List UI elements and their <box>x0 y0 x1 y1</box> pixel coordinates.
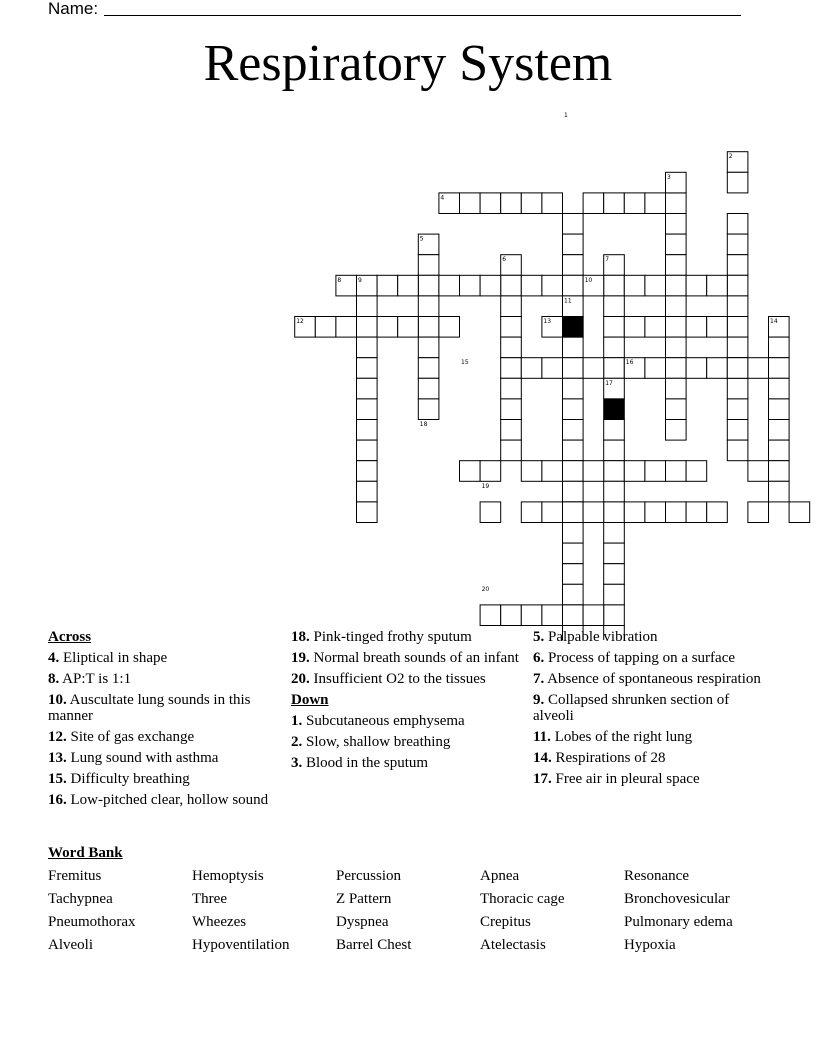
grid-cell[interactable] <box>583 605 604 626</box>
word-bank <box>48 868 768 953</box>
grid-cell[interactable] <box>460 275 481 296</box>
grid-cell[interactable] <box>727 358 748 379</box>
grid-cell[interactable] <box>418 296 439 317</box>
grid-cell[interactable] <box>563 214 584 235</box>
grid-cell[interactable] <box>624 275 645 296</box>
grid-cell[interactable] <box>583 193 604 214</box>
clue-text: AP:T is 1:1 <box>59 671 132 687</box>
grid-cell[interactable] <box>521 358 542 379</box>
clue-text: Normal breath sounds of an infant <box>309 650 519 666</box>
grid-cell[interactable] <box>666 337 687 358</box>
clue-text: Palpable vibration <box>544 629 658 645</box>
clue-text: Difficulty breathing <box>66 771 190 787</box>
clue-number: 12. <box>48 729 67 745</box>
grid-cell[interactable] <box>748 461 769 482</box>
grid-cell[interactable] <box>727 399 748 420</box>
grid-cell[interactable] <box>563 378 584 399</box>
clue-number-label: 2 <box>728 153 733 161</box>
word-bank-item: Three <box>192 891 227 907</box>
grid-cell[interactable] <box>604 296 625 317</box>
grid-cell[interactable] <box>501 440 522 461</box>
clue-item <box>533 750 763 766</box>
clue-number: 3. <box>291 755 303 771</box>
grid-cell[interactable] <box>377 317 398 338</box>
clue-number: 18. <box>291 629 310 645</box>
grid-cell[interactable] <box>563 399 584 420</box>
grid-cell[interactable] <box>666 255 687 276</box>
grid-cell[interactable] <box>418 378 439 399</box>
grid-cell[interactable] <box>357 296 378 317</box>
clue-text: Pink-tinged frothy sputum <box>309 629 472 645</box>
word-bank-item: Hemoptysis <box>192 868 264 884</box>
clue-number: 1. <box>291 713 303 729</box>
word-bank-item: Hypoventilation <box>192 937 290 953</box>
grid-cell[interactable] <box>666 317 687 338</box>
clue-number-label: 12 <box>296 318 304 325</box>
grid-cell[interactable] <box>501 296 522 317</box>
word-bank-item: Atelectasis <box>480 937 546 953</box>
grid-cell[interactable] <box>666 296 687 317</box>
grid-cell[interactable] <box>398 317 419 338</box>
grid-cell[interactable] <box>727 420 748 441</box>
clue-item <box>291 713 519 729</box>
grid-cell[interactable] <box>357 378 378 399</box>
clue-item <box>291 650 519 666</box>
grid-cell[interactable] <box>645 358 666 379</box>
clue-number-label: 7 <box>605 256 610 264</box>
clue-number-label: 1 <box>564 112 568 119</box>
grid-cell[interactable] <box>666 214 687 235</box>
grid-cell[interactable] <box>645 502 666 523</box>
clue-number: 7. <box>533 671 545 687</box>
grid-cell[interactable] <box>501 275 522 296</box>
clue-item <box>48 750 280 766</box>
grid-cell[interactable] <box>357 399 378 420</box>
clue-item <box>48 650 280 666</box>
grid-cell[interactable] <box>542 605 563 626</box>
grid-cell[interactable] <box>501 317 522 338</box>
word-bank-item: Barrel Chest <box>336 937 412 953</box>
grid-cell[interactable] <box>666 399 687 420</box>
word-bank-item: Resonance <box>624 868 689 884</box>
grid-cell[interactable] <box>563 502 584 523</box>
clue-text: Low-pitched clear, hollow sound <box>66 792 269 808</box>
word-bank-item: Thoracic cage <box>480 891 565 907</box>
grid-cell[interactable] <box>748 358 769 379</box>
grid-cell[interactable] <box>604 564 625 585</box>
page-title: Respiratory System <box>203 35 613 92</box>
clue-number-label: 3 <box>667 173 671 181</box>
grid-cell[interactable] <box>563 440 584 461</box>
grid-cell[interactable] <box>604 523 625 544</box>
grid-cell[interactable] <box>645 275 666 296</box>
grid-cell[interactable] <box>583 502 604 523</box>
clue-text: Subcutaneous emphysema <box>302 713 465 729</box>
grid-cell[interactable] <box>336 317 357 338</box>
grid-cell[interactable] <box>480 275 501 296</box>
grid-cell[interactable] <box>666 461 687 482</box>
grid-cell[interactable] <box>357 461 378 482</box>
grid-cell[interactable] <box>604 337 625 358</box>
grid-cell[interactable] <box>439 275 460 296</box>
grid-cell[interactable] <box>563 605 584 626</box>
grid-cell[interactable] <box>707 275 728 296</box>
grid-cell[interactable] <box>645 317 666 338</box>
down-heading: Down <box>291 692 329 708</box>
grid-cell[interactable] <box>707 502 728 523</box>
clue-number-label: 8 <box>337 276 342 284</box>
grid-cell[interactable] <box>501 399 522 420</box>
clue-number: 2. <box>291 734 303 750</box>
grid-cell[interactable] <box>501 605 522 626</box>
word-bank-item: Tachypnea <box>48 891 113 907</box>
grid-cell[interactable] <box>769 378 790 399</box>
grid-cell[interactable] <box>748 502 769 523</box>
grid-cell[interactable] <box>398 275 419 296</box>
clue-item <box>291 629 519 645</box>
grid-cell[interactable] <box>563 275 584 296</box>
grid-cell[interactable] <box>686 317 707 338</box>
grid-cell[interactable] <box>666 358 687 379</box>
grid-cell[interactable] <box>769 481 790 502</box>
grid-cell[interactable] <box>769 440 790 461</box>
grid-cell[interactable] <box>357 481 378 502</box>
grid-cell[interactable] <box>604 502 625 523</box>
clue-number-label: 4 <box>440 194 445 202</box>
grid-cell[interactable] <box>501 193 522 214</box>
grid-cell[interactable] <box>769 399 790 420</box>
grid-block <box>604 399 625 420</box>
grid-cell[interactable] <box>521 502 542 523</box>
word-bank-title: Word Bank <box>48 845 123 861</box>
grid-cell[interactable] <box>727 172 748 193</box>
clue-number-label: 9 <box>358 276 362 284</box>
grid-cell[interactable] <box>418 317 439 338</box>
across-heading: Across <box>48 629 92 645</box>
clue-column-1 <box>48 629 280 813</box>
grid-cell[interactable] <box>624 502 645 523</box>
grid-cell[interactable] <box>604 605 625 626</box>
grid-cell[interactable] <box>563 420 584 441</box>
grid-cell[interactable] <box>460 193 481 214</box>
grid-cell[interactable] <box>727 275 748 296</box>
word-bank-item: Pulmonary edema <box>624 914 733 930</box>
grid-cell[interactable] <box>727 317 748 338</box>
grid-cell[interactable] <box>460 461 481 482</box>
grid-cell[interactable] <box>501 337 522 358</box>
grid-cell[interactable] <box>604 193 625 214</box>
clue-number: 6. <box>533 650 545 666</box>
clue-number: 9. <box>533 692 545 708</box>
clue-text: Lobes of the right lung <box>550 729 693 745</box>
grid-cell[interactable] <box>789 502 810 523</box>
clue-number-label: 10 <box>584 276 593 284</box>
grid-cell[interactable] <box>727 296 748 317</box>
word-bank-item: Z Pattern <box>336 891 392 907</box>
clue-number: 19. <box>291 650 310 666</box>
grid-cell[interactable] <box>624 193 645 214</box>
word-bank-item: Hypoxia <box>624 937 676 953</box>
grid-cell[interactable] <box>645 461 666 482</box>
clue-item <box>48 671 280 687</box>
grid-cell[interactable] <box>666 502 687 523</box>
clue-text: Eliptical in shape <box>59 650 168 666</box>
grid-cell[interactable] <box>624 461 645 482</box>
clue-item <box>48 729 280 745</box>
grid-cell[interactable] <box>563 337 584 358</box>
grid-cell[interactable] <box>563 481 584 502</box>
grid-cell[interactable] <box>501 358 522 379</box>
grid-cell[interactable] <box>357 440 378 461</box>
clue-text: Collapsed shrunken section of alveoli <box>533 692 730 724</box>
clue-number: 11. <box>533 729 551 745</box>
clue-number-label: 5 <box>419 235 424 243</box>
grid-cell[interactable] <box>357 358 378 379</box>
clue-column-3 <box>533 629 763 792</box>
grid-cell[interactable] <box>542 461 563 482</box>
grid-cell[interactable] <box>666 234 687 255</box>
clue-item <box>48 792 280 808</box>
clue-item <box>533 629 763 645</box>
grid-cell[interactable] <box>418 337 439 358</box>
grid-cell[interactable] <box>563 564 584 585</box>
grid-cell[interactable] <box>563 234 584 255</box>
grid-cell[interactable] <box>563 523 584 544</box>
grid-cell[interactable] <box>604 358 625 379</box>
clue-number: 5. <box>533 629 545 645</box>
clue-number-label: 14 <box>770 318 778 325</box>
clue-number-label: 18 <box>419 421 428 428</box>
clue-item <box>48 771 280 787</box>
clue-number: 4. <box>48 650 60 666</box>
grid-cell[interactable] <box>707 358 728 379</box>
clue-item <box>533 729 763 745</box>
clue-number: 17. <box>533 771 552 787</box>
grid-cell[interactable] <box>624 317 645 338</box>
grid-cell[interactable] <box>769 358 790 379</box>
clue-number-label: 16 <box>625 359 634 367</box>
word-bank-item: Bronchovesicular <box>624 891 730 907</box>
grid-cell[interactable] <box>563 543 584 564</box>
clue-item <box>533 692 763 724</box>
clue-text: Absence of spontaneous respiration <box>544 671 761 687</box>
grid-cell[interactable] <box>666 420 687 441</box>
grid-cell[interactable] <box>521 461 542 482</box>
grid-cell[interactable] <box>686 275 707 296</box>
clue-number-label: 13 <box>543 318 552 325</box>
grid-cell[interactable] <box>521 275 542 296</box>
clue-text: Respirations of 28 <box>551 750 666 766</box>
grid-cell[interactable] <box>357 317 378 338</box>
clue-number-label: 19 <box>481 482 490 490</box>
grid-cell[interactable] <box>666 378 687 399</box>
grid-cell[interactable] <box>377 275 398 296</box>
clue-number: 16. <box>48 792 67 808</box>
grid-cell[interactable] <box>604 317 625 338</box>
grid-cell[interactable] <box>542 502 563 523</box>
grid-cell[interactable] <box>727 214 748 235</box>
clue-number: 10. <box>48 692 67 708</box>
clue-number-label: 17 <box>605 379 613 387</box>
grid-cell[interactable] <box>439 317 460 338</box>
grid-cell[interactable] <box>707 317 728 338</box>
grid-cell[interactable] <box>686 461 707 482</box>
grid-cell[interactable] <box>666 193 687 214</box>
clue-item <box>291 671 519 687</box>
clue-text: Slow, shallow breathing <box>302 734 451 750</box>
name-label: Name: <box>48 0 99 18</box>
clue-text: Site of gas exchange <box>66 729 195 745</box>
grid-cell[interactable] <box>542 358 563 379</box>
grid-cell[interactable] <box>604 275 625 296</box>
grid-cell[interactable] <box>604 584 625 605</box>
grid-cell[interactable] <box>769 420 790 441</box>
grid-cell[interactable] <box>480 605 501 626</box>
word-bank-item: Alveoli <box>48 937 93 953</box>
grid-cell[interactable] <box>521 605 542 626</box>
grid-cell[interactable] <box>521 193 542 214</box>
grid-cell[interactable] <box>769 461 790 482</box>
grid-cell[interactable] <box>686 502 707 523</box>
grid-cell[interactable] <box>480 193 501 214</box>
word-bank-item: Dyspnea <box>336 914 389 930</box>
grid-cell[interactable] <box>418 275 439 296</box>
grid-cell[interactable] <box>357 337 378 358</box>
grid-cell[interactable] <box>686 358 707 379</box>
clue-text: Free air in pleural space <box>551 771 700 787</box>
grid-cell[interactable] <box>418 358 439 379</box>
grid-cell[interactable] <box>542 193 563 214</box>
grid-cell[interactable] <box>604 481 625 502</box>
grid-cell[interactable] <box>666 275 687 296</box>
clue-number-label: 20 <box>481 585 490 593</box>
clue-item <box>291 734 519 750</box>
grid-cell[interactable] <box>604 461 625 482</box>
clue-text: Lung sound with asthma <box>66 750 219 766</box>
grid-cell[interactable] <box>727 337 748 358</box>
grid-cell[interactable] <box>727 440 748 461</box>
grid-cell[interactable] <box>727 255 748 276</box>
clue-number: 20. <box>291 671 310 687</box>
clue-number-label: 15 <box>461 359 469 367</box>
grid-block <box>563 317 584 338</box>
grid-cell[interactable] <box>583 358 604 379</box>
grid-cell[interactable] <box>604 440 625 461</box>
clue-text: Insufficient O2 to the tissues <box>309 671 486 687</box>
grid-cell[interactable] <box>542 275 563 296</box>
word-bank-item: Percussion <box>336 868 401 884</box>
grid-cell[interactable] <box>501 378 522 399</box>
grid-cell[interactable] <box>501 420 522 441</box>
clue-column-2 <box>291 629 519 776</box>
grid-cell[interactable] <box>604 543 625 564</box>
grid-cell[interactable] <box>563 255 584 276</box>
grid-cell[interactable] <box>357 420 378 441</box>
word-bank-item: Pneumothorax <box>48 914 136 930</box>
word-bank-item: Fremitus <box>48 868 102 884</box>
grid-cell[interactable] <box>645 193 666 214</box>
clue-item <box>533 650 763 666</box>
clue-number: 8. <box>48 671 60 687</box>
clue-number-label: 11 <box>564 297 572 305</box>
grid-cell[interactable] <box>727 234 748 255</box>
clue-number-label: 6 <box>502 256 507 264</box>
grid-cell[interactable] <box>357 502 378 523</box>
clue-number: 13. <box>48 750 67 766</box>
clue-number: 14. <box>533 750 552 766</box>
grid-cell[interactable] <box>418 255 439 276</box>
grid-cell[interactable] <box>727 378 748 399</box>
grid-cell[interactable] <box>769 337 790 358</box>
grid-cell[interactable] <box>583 461 604 482</box>
clue-text: Blood in the sputum <box>302 755 429 771</box>
grid-cell[interactable] <box>418 399 439 420</box>
grid-cell[interactable] <box>480 461 501 482</box>
word-bank-item: Apnea <box>480 868 520 884</box>
clue-number: 15. <box>48 771 67 787</box>
clue-item <box>533 671 763 687</box>
clue-text: Auscultate lung sounds in this manner <box>48 692 251 724</box>
grid-cell[interactable] <box>480 502 501 523</box>
grid-cell[interactable] <box>563 584 584 605</box>
clue-item <box>48 692 280 724</box>
word-bank-item: Wheezes <box>192 914 247 930</box>
clue-text: Process of tapping on a surface <box>544 650 736 666</box>
word-bank-item: Crepitus <box>480 914 531 930</box>
clue-item <box>291 755 519 771</box>
grid-cell[interactable] <box>563 461 584 482</box>
grid-cell[interactable] <box>563 358 584 379</box>
grid-cell[interactable] <box>315 317 336 338</box>
clue-item <box>533 771 763 787</box>
grid-cell[interactable] <box>604 420 625 441</box>
